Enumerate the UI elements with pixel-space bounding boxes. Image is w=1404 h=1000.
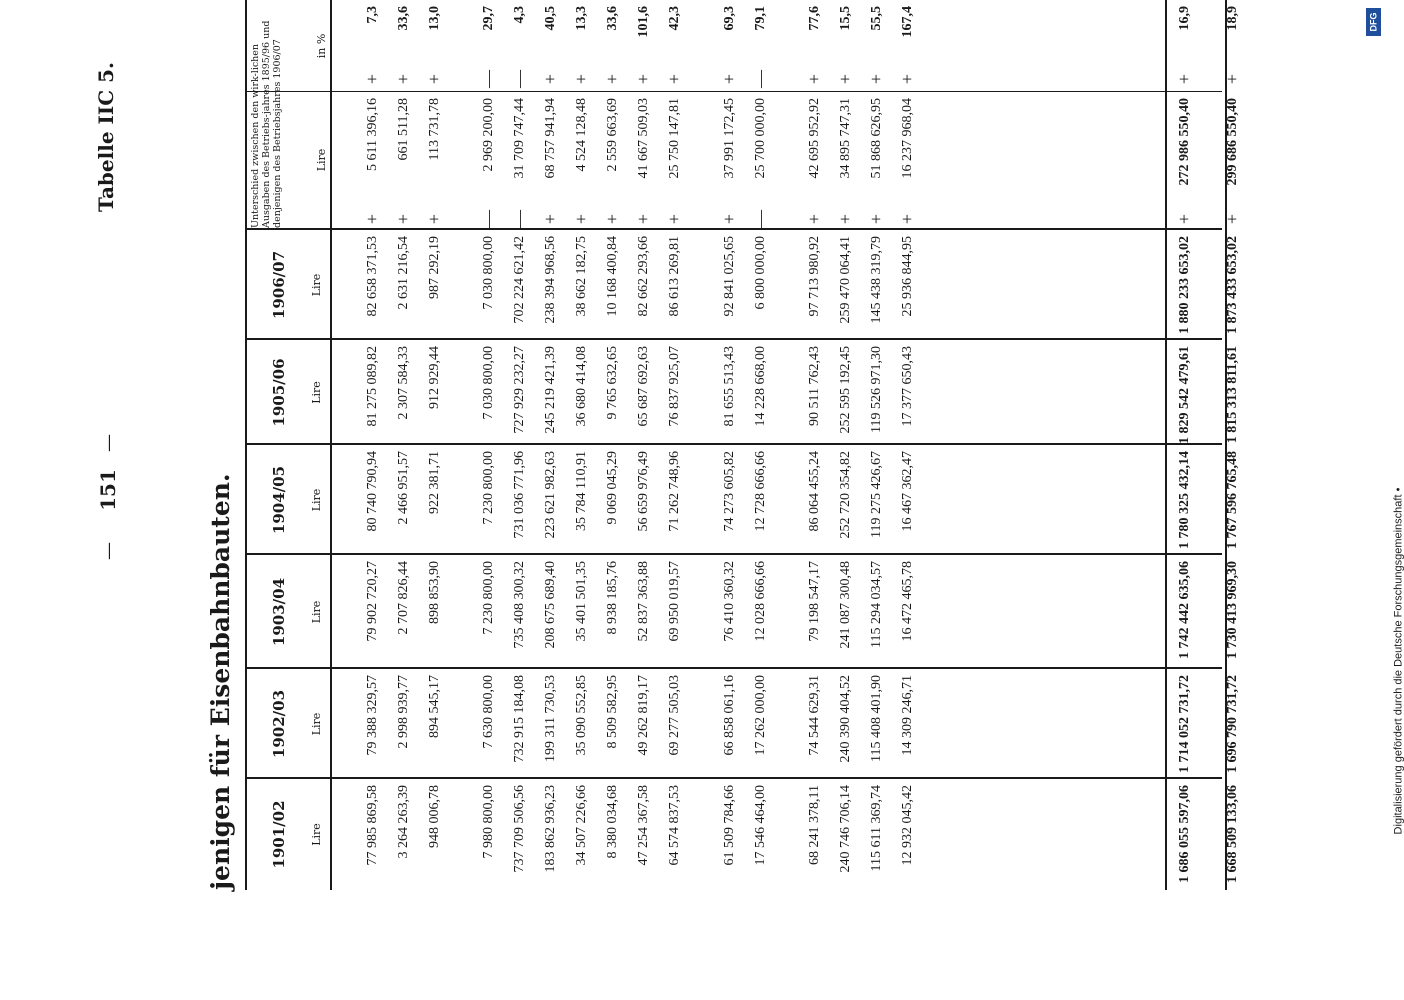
table-cell: 912 929,44 [427, 346, 442, 409]
table-cell: 16 472 465,78 [899, 561, 915, 642]
table-cell: 80 740 790,94 [365, 451, 380, 532]
column-unit-4: Lire [310, 381, 323, 404]
diff-cell: 2 969 200,00 [481, 98, 497, 172]
pct-sign: + [718, 73, 739, 85]
table-cell: 97 713 980,92 [806, 236, 822, 317]
column-year-1: 1902/03 [270, 689, 288, 759]
column-unit-0: Lire [310, 823, 323, 846]
total-cell: 1 686 055 597,06 [1177, 785, 1192, 883]
table-cell: 238 394 968,56 [543, 236, 559, 324]
table-cell: 240 390 404,52 [837, 675, 853, 763]
table-cell: 17 377 650,43 [899, 346, 915, 427]
table-cell: 115 611 369,74 [868, 785, 884, 872]
diff-sign: + [718, 213, 739, 225]
table-cell: 90 511 762,43 [806, 346, 822, 426]
table-cell: 74 544 629,31 [806, 675, 822, 756]
diff-cell: 2 559 663,69 [605, 98, 621, 172]
table-cell: 35 090 552,85 [574, 675, 590, 756]
diff-sign: + [834, 213, 855, 225]
diff-sign: + [424, 213, 444, 225]
pct-cell: 40,5 [543, 6, 559, 31]
table-cell: 35 784 110,91 [574, 451, 590, 531]
table-cell: 12 028 666,66 [752, 561, 768, 642]
dfg-credit [1360, 487, 1404, 1000]
pct-sign: + [602, 73, 623, 85]
table-cell: 79 198 547,17 [806, 561, 822, 642]
column-year-2: 1903/04 [270, 577, 288, 647]
diff-sign: + [393, 213, 413, 225]
table-cell: 948 006,78 [427, 785, 442, 848]
pct-sign: + [803, 73, 824, 85]
table-cell: 82 662 293,66 [636, 236, 652, 317]
table-cell: 69 950 019,57 [667, 561, 683, 642]
table-cell: 737 709 506,56 [512, 785, 528, 873]
diff-cell: 16 237 968,04 [899, 98, 915, 179]
table-cell: 10 168 400,84 [605, 236, 621, 317]
table-cell: 727 929 232,27 [512, 346, 528, 434]
column-year-0: 1901/02 [270, 800, 288, 869]
pct-cell: 55,5 [868, 6, 884, 31]
pct-cell: 101,6 [636, 6, 652, 38]
total-diff-cell: 272 986 550,40 [1177, 98, 1192, 186]
table-cell: 702 224 621,42 [512, 236, 528, 324]
diff-sign: + [362, 213, 382, 225]
total-pct-sign: + [1174, 73, 1194, 85]
table-cell: 898 853,90 [427, 561, 442, 624]
page-dash-right: — [98, 434, 119, 452]
pct-divider [245, 91, 1222, 92]
table-cell: 52 837 363,88 [636, 561, 652, 642]
diff-sign: — [509, 210, 530, 228]
diff-sign: + [803, 213, 824, 225]
total-cell: 1 829 542 479,61 [1177, 346, 1192, 444]
pct-cell: 15,5 [837, 6, 853, 31]
column-unit-1: Lire [310, 712, 323, 736]
table-cell: 240 746 706,14 [837, 785, 853, 873]
dfg-logo-text: DFG [1368, 12, 1379, 32]
pct-sign: + [393, 73, 413, 85]
table-cell: 3 264 263,39 [396, 785, 411, 859]
total-pct-cell: 18,9 [1225, 6, 1240, 31]
table-cell: 145 438 319,79 [868, 236, 884, 324]
pct-cell: 79,1 [752, 6, 768, 31]
diff-sign: — [749, 210, 770, 228]
table-cell: 38 662 182,75 [574, 236, 590, 317]
diff-cell: 37 991 172,45 [721, 98, 737, 179]
table-cell: 8 380 034,68 [605, 785, 621, 859]
diff-sign: + [633, 213, 654, 225]
table-cell: 49 262 819,17 [636, 675, 652, 756]
table-cell: 17 546 464,00 [752, 785, 768, 866]
table-cell: 208 675 689,40 [543, 561, 559, 649]
diff-cell: 661 511,28 [396, 98, 411, 161]
table-cell: 61 509 784,66 [721, 785, 737, 866]
pct-cell: 4,3 [512, 6, 528, 24]
table-cell: 69 277 505,03 [667, 675, 683, 756]
table-cell: 7 030 800,00 [481, 346, 497, 420]
table-cell: 79 902 720,27 [365, 561, 380, 642]
pct-sign: + [664, 73, 685, 85]
table-cell: 732 915 184,08 [512, 675, 528, 763]
table-cell: 8 509 582,95 [605, 675, 621, 749]
diff-cell: 113 731,78 [427, 98, 442, 161]
table-cell: 86 064 455,24 [806, 451, 822, 532]
table-cell: 252 720 354,82 [837, 451, 853, 539]
diff-cell: 41 667 509,03 [636, 98, 652, 179]
pct-cell: 33,6 [396, 6, 411, 31]
pct-sign: + [834, 73, 855, 85]
page-dash-left: — [98, 542, 119, 560]
table-cell: 735 408 300,32 [512, 561, 528, 649]
dfg-logo [1366, 8, 1381, 36]
total-cell: 1 714 052 731,72 [1177, 675, 1192, 773]
table-cell: 86 613 269,81 [667, 236, 683, 317]
table-cell: 81 275 089,82 [365, 346, 380, 427]
table-cell: 119 275 426,67 [868, 451, 884, 538]
table-cell: 36 680 414,08 [574, 346, 590, 427]
total-cell: 1 767 596 765,48 [1225, 451, 1240, 549]
table-cell: 2 998 939,77 [396, 675, 411, 749]
table-cell: 17 262 000,00 [752, 675, 768, 756]
total-cell: 1 815 313 811,61 [1225, 346, 1240, 444]
diff-cell: 25 750 147,81 [667, 98, 683, 179]
table-cell: 76 837 925,07 [667, 346, 683, 427]
diff-sign: + [540, 213, 561, 225]
header-rule [330, 0, 332, 890]
column-year-4: 1905/06 [270, 358, 288, 427]
pct-sign: — [509, 70, 530, 88]
pct-cell: 7,3 [365, 6, 380, 24]
total-diff-cell: 299 686 550,40 [1225, 98, 1240, 186]
total-pct-sign: + [1222, 73, 1242, 85]
table-cell: 82 658 371,53 [365, 236, 380, 317]
table-cell: 199 311 730,53 [543, 675, 559, 762]
pct-cell: 29,7 [481, 6, 497, 31]
diff-cell: 51 868 626,95 [868, 98, 884, 179]
table-cell: 987 292,19 [427, 236, 442, 299]
diff-sign: — [478, 210, 499, 228]
table-cell: 34 507 226,66 [574, 785, 590, 866]
table-cell: 81 655 513,43 [721, 346, 737, 427]
total-pct-cell: 16,9 [1177, 6, 1192, 31]
table-cell: 16 467 362,47 [899, 451, 915, 532]
total-cell: 1 880 233 653,02 [1177, 236, 1192, 334]
diff-cell: 42 695 952,92 [806, 98, 822, 179]
table-cell: 71 262 748,96 [667, 451, 683, 532]
diff-cell: 68 757 941,94 [543, 98, 559, 179]
pct-cell: 13,3 [574, 6, 590, 31]
table-cell: 245 219 421,39 [543, 346, 559, 434]
diff-cell: 34 895 747,31 [837, 98, 853, 179]
table-cell: 7 980 800,00 [481, 785, 497, 859]
column-year-3: 1904/05 [270, 465, 288, 535]
total-cell: 1 730 413 969,30 [1225, 561, 1240, 659]
table-cell: 12 728 666,66 [752, 451, 768, 532]
table-label: Tabelle IIC 5. [94, 62, 118, 212]
total-cell: 1 696 790 731,72 [1225, 675, 1240, 773]
column-unit-2: Lire [310, 600, 323, 624]
table-cell: 2 707 826,44 [396, 561, 411, 635]
table-cell: 115 294 034,57 [868, 561, 884, 648]
table-cell: 76 410 360,32 [721, 561, 737, 642]
column-unit-3: Lire [310, 488, 323, 512]
table-cell: 731 036 771,96 [512, 451, 528, 539]
diff-header: Unterschied zwischen den wirk-lichen Ausgaben des Betriebs-jahres 1895/96 und denjenigen des Betriebsjahres 1906/07 [250, 20, 283, 228]
diff-cell: 5 611 396,16 [365, 98, 380, 171]
table-cell: 64 574 837,53 [667, 785, 683, 866]
table-cell: 92 841 025,65 [721, 236, 737, 317]
table-cell: 74 273 605,82 [721, 451, 737, 532]
pct-sign: — [478, 70, 499, 88]
pct-cell: 77,6 [806, 6, 822, 31]
diff-unit: Lire [315, 148, 328, 172]
table-cell: 7 230 800,00 [481, 561, 497, 635]
table-cell: 68 241 378,11 [806, 785, 822, 865]
table-cell: 77 985 869,58 [365, 785, 380, 866]
table-cell: 14 309 246,71 [899, 675, 915, 756]
table-cell: 35 401 501,35 [574, 561, 590, 642]
diff-cell: 4 524 128,48 [574, 98, 590, 172]
table-cell: 119 526 971,30 [868, 346, 884, 433]
column-unit-5: Lire [310, 273, 323, 297]
pct-sign: + [896, 73, 917, 85]
table-cell: 259 470 064,41 [837, 236, 853, 324]
table-cell: 7 030 800,00 [481, 236, 497, 310]
table-cell: 7 630 800,00 [481, 675, 497, 749]
table-cell: 6 800 000,00 [752, 236, 768, 310]
pct-sign: + [571, 73, 592, 85]
pct-cell: 33,6 [605, 6, 621, 31]
diff-sign: + [664, 213, 685, 225]
table-cell: 241 087 300,48 [837, 561, 853, 649]
table-cell: 8 938 185,76 [605, 561, 621, 635]
totals-rule [1165, 0, 1167, 890]
table-cell: 2 307 584,33 [396, 346, 411, 420]
table-cell: 894 545,17 [427, 675, 442, 738]
table-cell: 25 936 844,95 [899, 236, 915, 317]
pct-cell: 167,4 [899, 6, 915, 38]
table-cell: 56 659 976,49 [636, 451, 652, 532]
column-year-5: 1906/07 [270, 250, 288, 320]
total-cell: 1 742 442 635,06 [1177, 561, 1192, 659]
pct-sign: — [749, 70, 770, 88]
total-cell: 1 668 509 133,06 [1225, 785, 1240, 883]
diff-sign: + [602, 213, 623, 225]
diff-sign: + [865, 213, 886, 225]
table-cell: 14 228 668,00 [752, 346, 768, 427]
table-cell: 2 466 951,57 [396, 451, 411, 525]
table-cell: 66 858 061,16 [721, 675, 737, 756]
total-cell: 1 780 325 432,14 [1177, 451, 1192, 549]
table-cell: 183 862 936,23 [543, 785, 559, 873]
diff-cell: 25 700 000,00 [752, 98, 768, 179]
diff-cell: 31 709 747,44 [512, 98, 528, 179]
total-cell: 1 873 433 653,02 [1225, 236, 1240, 334]
page-title: jenigen für Eisenbahnbauten. [206, 473, 235, 890]
table-cell: 223 621 982,63 [543, 451, 559, 539]
pct-sign: + [865, 73, 886, 85]
table-cell: 9 069 045,29 [605, 451, 621, 525]
pct-sign: + [540, 73, 561, 85]
table-cell: 115 408 401,90 [868, 675, 884, 762]
table-cell: 922 381,71 [427, 451, 442, 514]
header-rule [245, 0, 247, 890]
table-cell: 47 254 367,58 [636, 785, 652, 866]
table-cell: 7 230 800,00 [481, 451, 497, 525]
table-cell: 12 932 045,42 [899, 785, 915, 866]
table-cell: 2 631 216,54 [396, 236, 411, 310]
total-diff-sign: + [1222, 213, 1242, 225]
pct-sign: + [362, 73, 382, 85]
dfg-credit-text: Digitalisierung gefördert durch die Deutsche Forschungsgemeinschaft • [1392, 487, 1404, 835]
table-cell: 65 687 692,63 [636, 346, 652, 427]
pct-cell: 42,3 [667, 6, 683, 31]
pct-cell: 13,0 [427, 6, 442, 31]
diff-sign: + [571, 213, 592, 225]
table-cell: 252 595 192,45 [837, 346, 853, 434]
total-diff-sign: + [1174, 213, 1194, 225]
pct-cell: 69,3 [721, 6, 737, 31]
pct-sign: + [633, 73, 654, 85]
table-cell: 9 765 632,65 [605, 346, 621, 420]
table-cell: 79 388 329,57 [365, 675, 380, 756]
pct-unit: in % [315, 33, 328, 59]
diff-sign: + [896, 213, 917, 225]
page-number: 151 [96, 469, 120, 511]
pct-sign: + [424, 73, 444, 85]
